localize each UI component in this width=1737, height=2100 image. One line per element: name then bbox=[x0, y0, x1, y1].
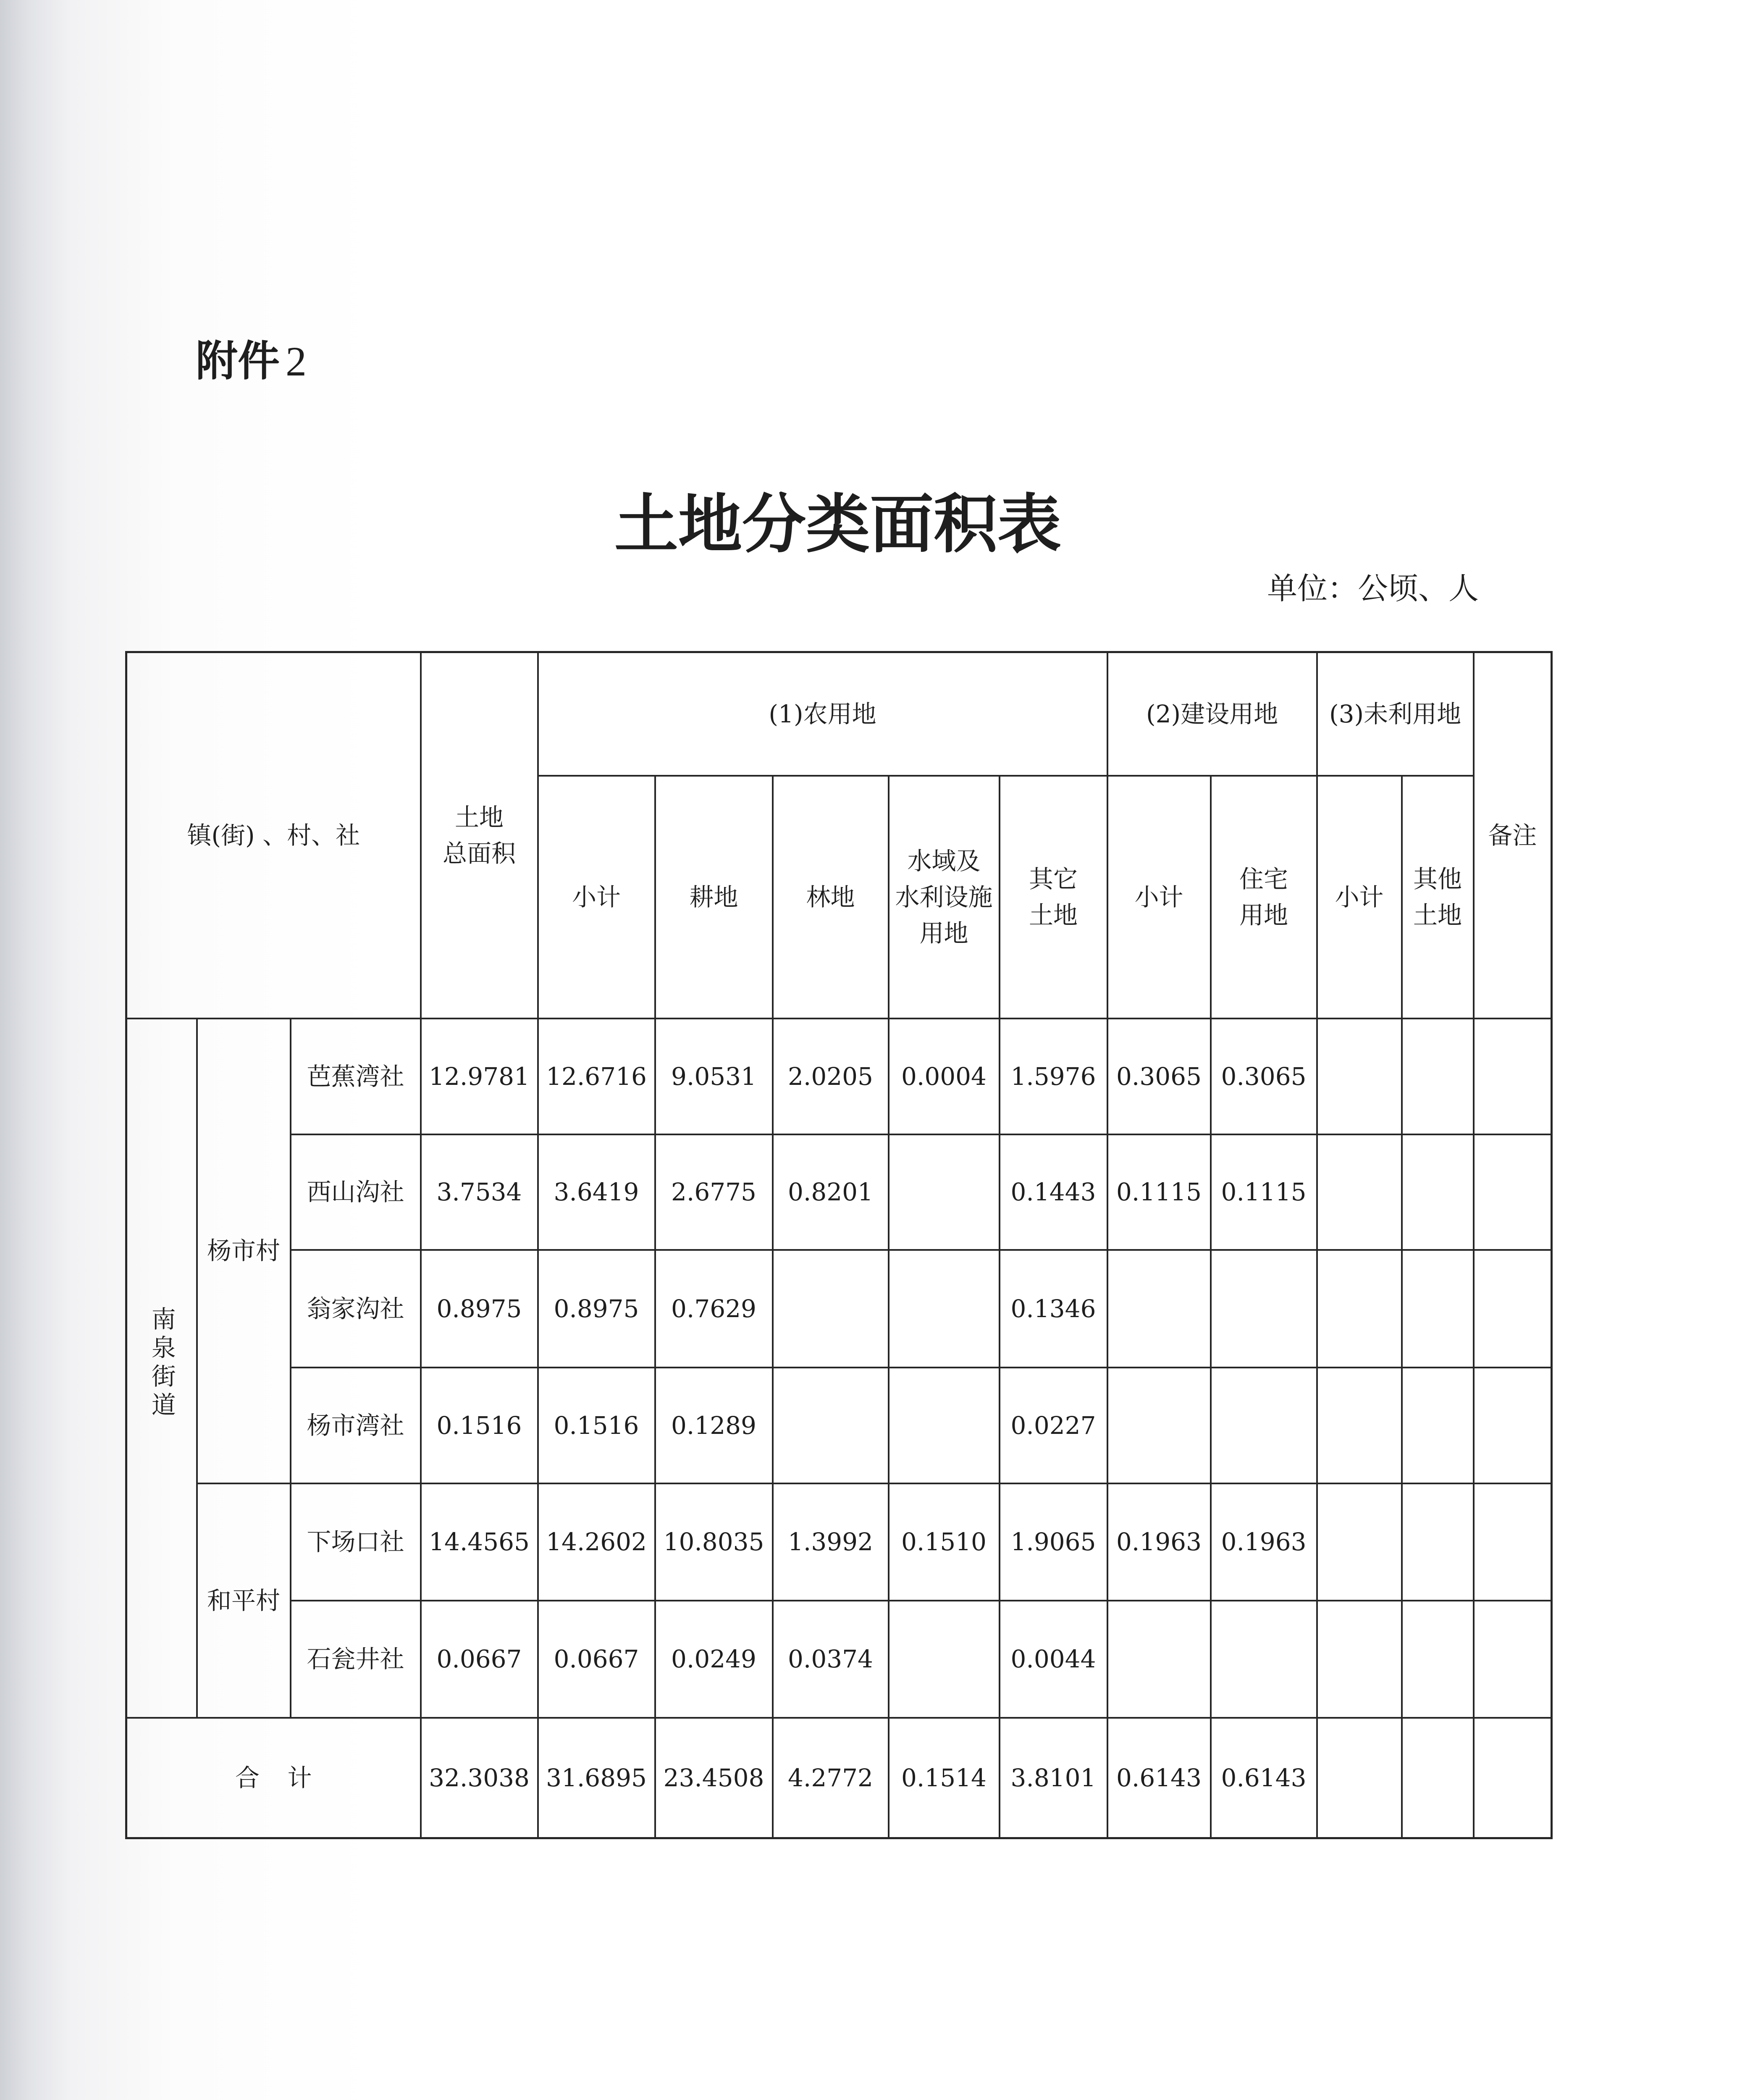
forest-cell: 1.3992 bbox=[773, 1483, 889, 1601]
agri-subtotal-cell: 3.6419 bbox=[538, 1134, 655, 1250]
other-agri-cell: 1.9065 bbox=[1000, 1483, 1107, 1601]
header-agri-subtotal: 小计 bbox=[538, 776, 655, 1018]
attachment-label: 附件 bbox=[196, 336, 280, 386]
attachment-heading bbox=[196, 336, 307, 387]
header-other-agri: 其它 土地 bbox=[1000, 776, 1107, 1018]
attachment-number: 2 bbox=[286, 338, 307, 385]
header-residential: 住宅 用地 bbox=[1211, 776, 1317, 1018]
other-agri-cell: 1.5976 bbox=[1000, 1018, 1107, 1134]
cultivated-cell: 0.1289 bbox=[655, 1368, 773, 1483]
unused-subtotal-cell bbox=[1317, 1718, 1402, 1838]
community-name: 芭蕉湾社 bbox=[291, 1018, 421, 1134]
table-row bbox=[126, 1368, 1552, 1483]
total-area-cell: 32.3038 bbox=[421, 1718, 538, 1838]
header-unused-group: (3)未利用地 bbox=[1317, 652, 1474, 776]
cultivated-cell: 0.7629 bbox=[655, 1250, 773, 1368]
remarks-cell bbox=[1474, 1718, 1552, 1838]
header-row-groups bbox=[126, 652, 1552, 776]
header-water-facilities: 水域及 水利设施 用地 bbox=[889, 776, 1000, 1018]
water-facilities-cell: 0.1510 bbox=[889, 1483, 1000, 1601]
header-forest: 林地 bbox=[773, 776, 889, 1018]
cultivated-cell: 10.8035 bbox=[655, 1483, 773, 1601]
forest-cell: 0.0374 bbox=[773, 1601, 889, 1718]
agri-subtotal-cell: 12.6716 bbox=[538, 1018, 655, 1134]
total-label-cell bbox=[126, 1718, 421, 1838]
residential-cell: 0.1115 bbox=[1211, 1134, 1317, 1250]
residential-cell: 0.6143 bbox=[1211, 1718, 1317, 1838]
water-facilities-cell: 0.0004 bbox=[889, 1018, 1000, 1134]
remarks-cell bbox=[1474, 1018, 1552, 1134]
agri-subtotal-cell: 0.0667 bbox=[538, 1601, 655, 1718]
community-name: 西山沟社 bbox=[291, 1134, 421, 1250]
construction-subtotal-cell: 0.1963 bbox=[1107, 1483, 1211, 1601]
agri-subtotal-cell: 0.8975 bbox=[538, 1250, 655, 1368]
total-area-cell: 3.7534 bbox=[421, 1134, 538, 1250]
unused-other-cell bbox=[1402, 1018, 1474, 1134]
community-name: 翁家沟社 bbox=[291, 1250, 421, 1368]
total-label: 合 计 bbox=[235, 1763, 312, 1792]
remarks-cell bbox=[1474, 1368, 1552, 1483]
table-row bbox=[126, 1483, 1552, 1601]
remarks-cell bbox=[1474, 1601, 1552, 1718]
construction-subtotal-cell: 0.3065 bbox=[1107, 1018, 1211, 1134]
water-facilities-cell bbox=[889, 1134, 1000, 1250]
construction-subtotal-cell bbox=[1107, 1250, 1211, 1368]
land-classification-table bbox=[125, 651, 1553, 1839]
forest-cell: 2.0205 bbox=[773, 1018, 889, 1134]
header-unused-subtotal: 小计 bbox=[1317, 776, 1402, 1018]
water-facilities-cell: 0.1514 bbox=[889, 1718, 1000, 1838]
table-row bbox=[126, 1601, 1552, 1718]
community-name: 下场口社 bbox=[291, 1483, 421, 1601]
table-row bbox=[126, 1250, 1552, 1368]
construction-subtotal-cell bbox=[1107, 1368, 1211, 1483]
header-cultivated: 耕地 bbox=[655, 776, 773, 1018]
water-facilities-cell bbox=[889, 1601, 1000, 1718]
agri-subtotal-cell: 0.1516 bbox=[538, 1368, 655, 1483]
header-remarks: 备注 bbox=[1474, 652, 1552, 1018]
page-title: 土地分类面积表 bbox=[614, 486, 1061, 562]
cultivated-cell: 9.0531 bbox=[655, 1018, 773, 1134]
village-name: 和平村 bbox=[197, 1483, 291, 1718]
total-area-cell: 0.1516 bbox=[421, 1368, 538, 1483]
residential-cell bbox=[1211, 1601, 1317, 1718]
other-agri-cell: 0.1443 bbox=[1000, 1134, 1107, 1250]
header-total-area: 土地 总面积 bbox=[421, 652, 538, 1018]
header-unused-other: 其他 土地 bbox=[1402, 776, 1474, 1018]
unused-other-cell bbox=[1402, 1601, 1474, 1718]
header-agri-group: (1)农用地 bbox=[538, 652, 1107, 776]
header-construction-subtotal: 小计 bbox=[1107, 776, 1211, 1018]
agri-subtotal-cell: 14.2602 bbox=[538, 1483, 655, 1601]
unused-subtotal-cell bbox=[1317, 1601, 1402, 1718]
community-name: 杨市湾社 bbox=[291, 1368, 421, 1483]
residential-cell bbox=[1211, 1250, 1317, 1368]
residential-cell: 0.3065 bbox=[1211, 1018, 1317, 1134]
table-row bbox=[126, 1134, 1552, 1250]
table-row bbox=[126, 1018, 1552, 1134]
construction-subtotal-cell: 0.1115 bbox=[1107, 1134, 1211, 1250]
agri-subtotal-cell: 31.6895 bbox=[538, 1718, 655, 1838]
unused-subtotal-cell bbox=[1317, 1368, 1402, 1483]
village-name: 杨市村 bbox=[197, 1018, 291, 1483]
forest-cell bbox=[773, 1368, 889, 1483]
remarks-cell bbox=[1474, 1483, 1552, 1601]
forest-cell: 4.2772 bbox=[773, 1718, 889, 1838]
water-facilities-cell bbox=[889, 1250, 1000, 1368]
unused-subtotal-cell bbox=[1317, 1018, 1402, 1134]
unit-note: 单位：公顷、人 bbox=[1267, 571, 1479, 606]
unused-subtotal-cell bbox=[1317, 1134, 1402, 1250]
forest-cell bbox=[773, 1250, 889, 1368]
header-construction-group: (2)建设用地 bbox=[1107, 652, 1317, 776]
total-area-cell: 14.4565 bbox=[421, 1483, 538, 1601]
total-area-cell: 0.8975 bbox=[421, 1250, 538, 1368]
unused-other-cell bbox=[1402, 1718, 1474, 1838]
forest-cell: 0.8201 bbox=[773, 1134, 889, 1250]
unused-other-cell bbox=[1402, 1483, 1474, 1601]
remarks-cell bbox=[1474, 1134, 1552, 1250]
header-region: 镇(街) 、村、社 bbox=[126, 652, 421, 1018]
construction-subtotal-cell bbox=[1107, 1601, 1211, 1718]
remarks-cell bbox=[1474, 1250, 1552, 1368]
total-area-cell: 12.9781 bbox=[421, 1018, 538, 1134]
unused-other-cell bbox=[1402, 1368, 1474, 1483]
cultivated-cell: 0.0249 bbox=[655, 1601, 773, 1718]
residential-cell: 0.1963 bbox=[1211, 1483, 1317, 1601]
other-agri-cell: 0.0227 bbox=[1000, 1368, 1107, 1483]
community-name: 石瓮井社 bbox=[291, 1601, 421, 1718]
cultivated-cell: 2.6775 bbox=[655, 1134, 773, 1250]
water-facilities-cell bbox=[889, 1368, 1000, 1483]
other-agri-cell: 0.1346 bbox=[1000, 1250, 1107, 1368]
unused-subtotal-cell bbox=[1317, 1483, 1402, 1601]
unused-subtotal-cell bbox=[1317, 1250, 1402, 1368]
other-agri-cell: 3.8101 bbox=[1000, 1718, 1107, 1838]
other-agri-cell: 0.0044 bbox=[1000, 1601, 1107, 1718]
unused-other-cell bbox=[1402, 1250, 1474, 1368]
residential-cell bbox=[1211, 1368, 1317, 1483]
unused-other-cell bbox=[1402, 1134, 1474, 1250]
construction-subtotal-cell: 0.6143 bbox=[1107, 1718, 1211, 1838]
total-row bbox=[126, 1718, 1552, 1838]
cultivated-cell: 23.4508 bbox=[655, 1718, 773, 1838]
street-cell bbox=[126, 1018, 197, 1718]
street-name: 南泉街道 bbox=[147, 1306, 176, 1420]
total-area-cell: 0.0667 bbox=[421, 1601, 538, 1718]
